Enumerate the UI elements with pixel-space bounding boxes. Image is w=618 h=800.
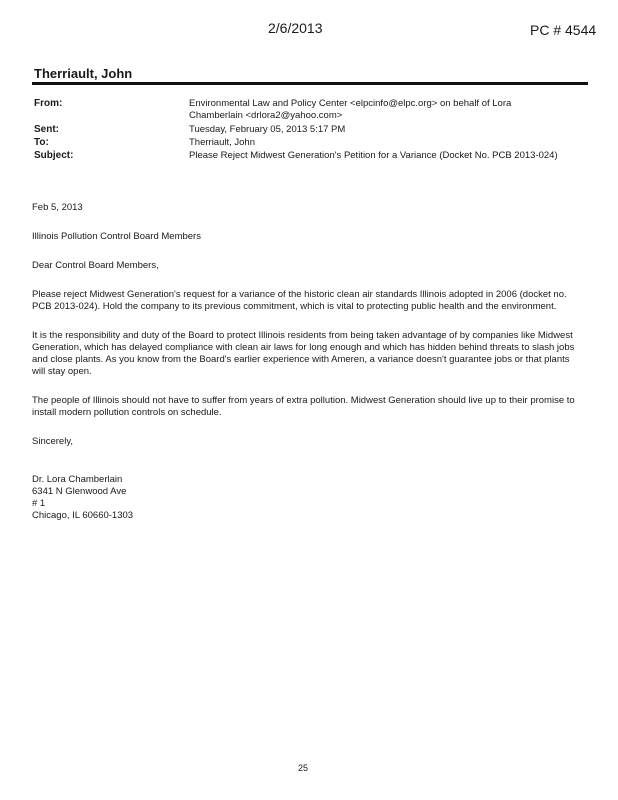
page-number: 25 xyxy=(298,763,309,773)
from-value xyxy=(189,98,594,122)
signature-block xyxy=(32,474,133,522)
from-label: From: xyxy=(34,98,63,109)
email-body xyxy=(32,202,584,465)
header-rule xyxy=(32,82,588,85)
letter-paragraph-1: Please reject Midwest Generation's request for a variance of the historic clean air standards Illinois adopted in 2006 (docket no. PCB 2013-024). Hold the company to its previous commitment, which is vital to protecting public health and the environment. xyxy=(32,289,567,312)
signature-name: Dr. Lora Chamberlain xyxy=(32,474,123,485)
public-comment-number: PC # 4544 xyxy=(530,22,597,38)
signature-city: Chicago, IL 60660-1303 xyxy=(32,510,134,521)
sent-label: Sent: xyxy=(34,124,59,135)
sent-value: Tuesday, February 05, 2013 5:17 PM xyxy=(189,124,346,135)
letter-paragraph-3: The people of Illinois should not have to suffer from years of extra pollution. Midwest Generation should live up to their promise to install modern pollution controls on schedule. xyxy=(32,395,575,418)
to-label: To: xyxy=(34,137,49,148)
recipient-name-heading: Therriault, John xyxy=(34,66,133,81)
from-value-line-2: Chamberlain <drlora2@yahoo.com> xyxy=(189,110,343,121)
to-value: Therriault, John xyxy=(189,137,256,148)
letter-paragraph-2: It is the responsibility and duty of the Board to protect Illinois residents from being taken advantage of by companies like Midwest Generation, which has delayed compliance with clean air laws for long enough and which has hidden behind threats to slash jobs and close plants. As you know from the Board's earlier experience with Ameren, a variance doesn't guarantee jobs or that plants will stay open. xyxy=(32,330,575,377)
letter-date: Feb 5, 2013 xyxy=(32,202,83,213)
subject-value: Please Reject Midwest Generation's Petition for a Variance (Docket No. PCB 2013-024) xyxy=(189,150,558,161)
letter-recipient: Illinois Pollution Control Board Members xyxy=(32,231,201,242)
signature-street: 6341 N Glenwood Ave xyxy=(32,486,127,497)
subject-label: Subject: xyxy=(34,150,74,161)
signature-unit: # 1 xyxy=(32,498,46,509)
stamp-date: 2/6/2013 xyxy=(268,20,323,36)
letter-closing: Sincerely, xyxy=(32,436,74,447)
from-value-line-1: Environmental Law and Policy Center <elpcinfo@elpc.org> on behalf of Lora xyxy=(189,98,512,109)
letter-greeting: Dear Control Board Members, xyxy=(32,260,159,271)
